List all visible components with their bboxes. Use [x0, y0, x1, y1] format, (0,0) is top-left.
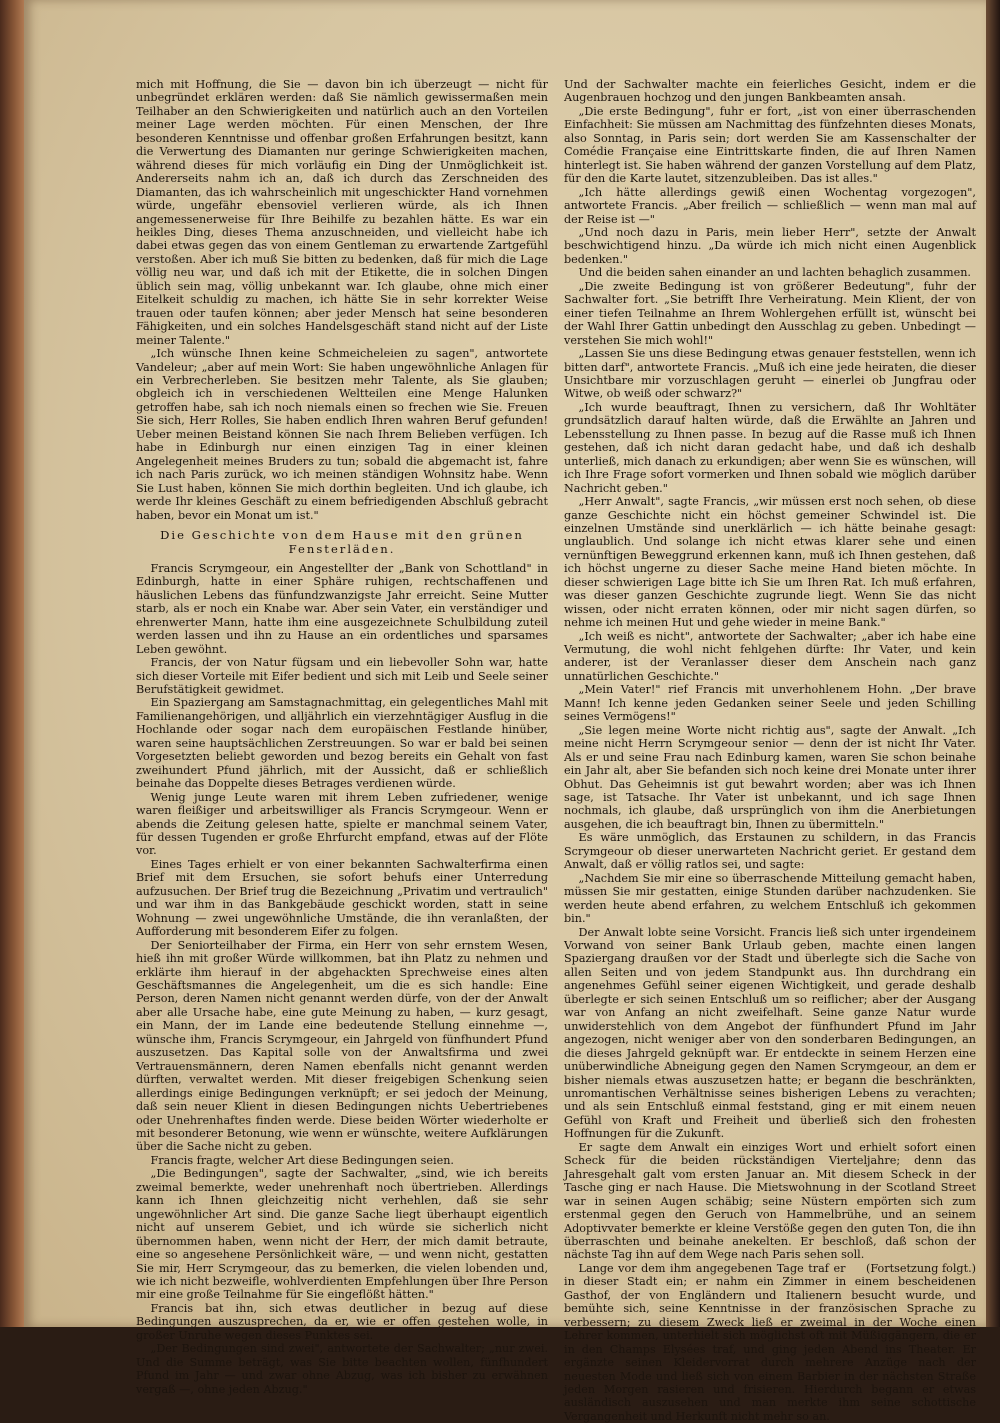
paragraph: Und die beiden sahen einander an und lachten behaglich zusammen.	[578, 266, 971, 280]
story-heading: Die Geschichte von dem Hause mit den grünen Fensterläden.	[160, 527, 524, 556]
paragraph: Der Seniorteilhaber der Firma, ein Herr von sehr ernstem Wesen, hieß ihn mit großer Würde willkommen, bat ihn Platz zu nehmen und erklärte ihm hierauf in der abgehackten Sprechweise eines alten Geschäftsmannes die Angelegenheit, um die es sich handle: Eine Person, deren Namen nicht genannt werden dürfe, von der der Anwalt aber alle Ursache habe, eine gute Meinung zu haben, — kurz gesagt, ein Mann, der im Lande eine bedeutende Stellung einnehme —, wünsche ihm, Francis Scrymgeour, ein Jahrgeld von fünfhundert Pfund auszusetzen. Das Kapital solle von der Anwaltsfirma und zwei Vertrauensmännern, deren Namen ebenfalls nicht genannt werden dürften, verwaltet werden. Mit dieser freigebigen Schenkung seien allerdings einige Bedingungen verknüpft; er sei jedoch der Meinung, daß sein neuer Klient in diesen Bedingungen nichts Uebertriebenes oder Unehrenhaftes finden werde. Diese beiden Wörter wiederholte er mit besonderer Betonung, wie wenn er wünschte, weitere Aufklärungen über die Sache nicht zu geben.	[136, 938, 548, 1154]
left-column	[136, 78, 548, 1396]
paragraph: „Die zweite Bedingung ist von größerer Bedeutung", fuhr der Sachwalter fort. „Sie betrifft Ihre Verheiratung. Mein Klient, der von einer tiefen Teilnahme an Ihrem Wohlergehen erfüllt ist, wünscht bei der Wahl Ihrer Gattin unbedingt den Ausschlag zu geben. Unbedingt — verstehen Sie mich wohl!"	[564, 279, 976, 347]
article-columns	[136, 78, 976, 1423]
paragraph: „Die erste Bedingung", fuhr er fort, „ist von einer überraschenden Einfachheit: Sie müssen am Nachmittag des fünfzehnten dieses Monats, also Sonntag, in Paris sein; dort werden Sie am Kassenschalter der Comédie Française eine Eintrittskarte finden, die auf Ihren Namen hinterlegt ist. Sie haben während der ganzen Vorstellung auf dem Platz, für den die Karte lautet, sitzenzubleiben. Das ist alles."	[564, 104, 976, 186]
right-column	[564, 78, 976, 1423]
paragraph: mich mit Hoffnung, die Sie — davon bin ich überzeugt — nicht für unbegründet erklären werden: daß Sie nämlich gewissermaßen mein Teilhaber an den Schwierigkeiten und natürlich auch an den Vorteilen meiner Lage werden möchten. Für einen Menschen, der Ihre besonderen Kenntnisse und offenbar großen Erfahrungen besitzt, kann die Verwertung des Diamanten nur geringe Schwierigkeiten machen, während dieses für mich vorläufig ein Ding der Unmöglichkeit ist. Andererseits nahm ich an, daß ich durch das Zerschneiden des Diamanten, das ich wahrscheinlich mit ungeschickter Hand vornehmen würde, ungefähr ebensoviel verlieren würde, als ich Ihnen angemessenerweise für Ihre Beihilfe zu bezahlen hätte. Es war ein heikles Ding, dieses Thema anzuschneiden, und vielleicht habe ich dabei etwas gegen das von einem Gentleman zu erwartende Zartgefühl verstoßen. Aber ich muß Sie bitten zu bedenken, daß für mich die Lage völlig neu war, und daß ich mit der Etikette, die in solchen Dingen üblich sein mag, völlig unbekannt war. Ich glaube, ohne mich einer Eitelkeit schuldig zu machen, ich hätte Sie in sehr korrekter Weise trauen oder taufen können; aber jeder Mensch hat seine besonderen Fähigkeiten, und ein solches Handelsgeschäft stand nicht auf der Liste meiner Talente."	[136, 78, 548, 347]
paragraph: „Ich hätte allerdings gewiß einen Wochentag vorgezogen", antwortete Francis. „Aber freilich — schließlich — wenn man mal auf der Reise ist —"	[564, 185, 976, 226]
paragraph: Wenig junge Leute waren mit ihrem Leben zufriedener, wenige waren fleißiger und arbeitswilliger als Francis Scrymgeour. Wenn er abends die Zeitung gelesen hatte, spielte er manchmal seinem Vater, für dessen Tugenden er große Ehrfurcht empfand, etwas auf der Flöte vor.	[136, 790, 548, 858]
paragraph: Der Anwalt lobte seine Vorsicht. Francis ließ sich unter irgendeinem Vorwand von seiner Bank Urlaub geben, machte einen langen Spaziergang draußen vor der Stadt und überlegte sich die Sache von allen Seiten und von jedem Standpunkt aus. Ihn durchdrang ein angenehmes Gefühl seiner eigenen Wichtigkeit, und gerade deshalb überlegte er sich seinen Entschluß um so reiflicher; aber der Ausgang war von Anfang an nicht zweifelhaft. Seine ganze Natur wurde unwiderstehlich von dem Angebot der fünfhundert Pfund im Jahr angezogen, nicht weniger aber von den sonderbaren Bedingungen, an die dieses Jahrgeld geknüpft war. Er entdeckte in seinem Herzen eine unüberwindliche Abneigung gegen den Namen Scrymgeour, an dem er bisher niemals etwas auszusetzen hatte; er begann die beschränkten, unromantischen Verhältnisse seines bisherigen Lebens zu verachten; und als sein Entschluß einmal feststand, ging er mit einem neuen Gefühl von Kraft und Freiheit und überließ sich den frohesten Hoffnungen für die Zukunft.	[564, 925, 976, 1141]
paragraph: Es wäre unmöglich, das Erstaunen zu schildern, in das Francis Scrymgeour ob dieser unerwarteten Nachricht geriet. Er gestand dem Anwalt, daß er völlig ratlos sei, und sagte:	[564, 831, 976, 872]
paragraph: „Der Bedingungen sind zwei", antwortete der Sachwalter; „nur zwei. Und die Summe beträgt, was Sie bitte beachten wollen, fünfhundert Pfund im Jahr — und zwar ohne Abzug, was ich bisher zu erwähnen vergaß —, ohne jeden Abzug."	[136, 1342, 548, 1396]
paragraph: Francis, der von Natur fügsam und ein liebevoller Sohn war, hatte sich dieser Vorteile mit Eifer bedient und sich mit Leib und Seele seiner Berufstätigkeit gewidmet.	[136, 656, 548, 697]
book-binding	[0, 0, 24, 1327]
paragraph: „Ich wurde beauftragt, Ihnen zu versichern, daß Ihr Wohltäter grundsätzlich darauf halten würde, daß die Erwählte an Jahren und Lebensstellung zu Ihnen passe. In bezug auf die Rasse muß ich Ihnen gestehen, daß ich nicht daran gedacht habe, und daß ich deshalb unterließ, mich danach zu erkundigen; aber wenn Sie es wünschen, will ich Ihre Frage sofort vormerken und Ihnen sobald wie möglich darüber Nachricht geben."	[564, 400, 976, 495]
paragraph-text: Lange vor dem ihm angegebenen Tage traf er in dieser Stadt ein; er nahm ein Zimmer in einem bescheidenen Gasthof, der von Engländern und Italienern besucht wurde, und bemühte sich, seine Kenntnisse in der französischen Sprache zu verbessern; zu diesem Zweck ließ er zweimal in der Woche einen Lehrer kommen, unterhielt sich möglichst oft mit Müßiggängern, die er in den Champs Elysées traf, und ging jeden Abend ins Theater. Er ergänzte seinen Kleidervorrat durch mehrere Anzüge nach der neuesten Mode und ließ sich von einem Barbier in der nächsten Straße jeden Morgen rasieren und frisieren. Hierdurch begann er etwas ausländisch auszusehen und man merkte ihm seine schottische Vergangenheit und Herkunft nicht mehr so an.	[564, 1261, 976, 1423]
paragraph: „Herr Anwalt", sagte Francis, „wir müssen erst noch sehen, ob diese ganze Geschichte nicht ein höchst gemeiner Schwindel ist. Die einzelnen Umstände sind unerklärlich — ich hätte beinahe gesagt: unglaublich. Und solange ich nicht etwas klarer sehe und einen vernünftigen Beweggrund erkennen kann, muß ich Ihnen gestehen, daß ich höchst ungerne zu dieser Sache meine Hand bieten möchte. In dieser schwierigen Lage bitte ich Sie um Ihren Rat. Ich muß erfahren, was dieser ganzen Geschichte zugrunde liegt. Wenn Sie das nicht wissen, oder nicht erraten können, oder mir nicht sagen dürfen, so nehme ich meinen Hut und gehe wieder in meine Bank."	[564, 495, 976, 630]
continued-note: (Fortsetzung folgt.)	[865, 1261, 976, 1275]
paragraph: „Nachdem Sie mir eine so überraschende Mitteilung gemacht haben, müssen Sie mir gestatten, einige Stunden darüber nachzudenken. Sie werden heute abend erfahren, zu welchem Entschluß ich gekommen bin."	[564, 871, 976, 926]
paragraph: „Ich wünsche Ihnen keine Schmeicheleien zu sagen", antwortete Vandeleur; „aber auf mein Wort: Sie haben ungewöhnliche Anlagen für ein Verbrecherleben. Sie besitzen mehr Talente, als Sie glauben; obgleich ich in verschiedenen Weltteilen eine Menge Halunken getroffen habe, sah ich noch niemals einen so frechen wie Sie. Freuen Sie sich, Herr Rolles, Sie haben endlich Ihren wahren Beruf gefunden! Ueber meinen Beistand können Sie nach Ihrem Belieben verfügen. Ich habe in Edinburgh nur einen einzigen Tag in einer kleinen Angelegenheit meines Bruders zu tun; sobald die abgemacht ist, fahre ich nach Paris zurück, wo ich meinen ständigen Wohnsitz habe. Wenn Sie Lust haben, können Sie mich dorthin begleiten. Und ich glaube, ich werde Ihr kleines Geschäft zu einem befriedigenden Abschluß gebracht haben, bevor ein Monat um ist."	[136, 347, 548, 522]
paragraph: „Mein Vater!" rief Francis mit unverhohlenem Hohn. „Der brave Mann! Ich kenne jeden Gedanken seiner Seele und jeden Schilling seines Vermögens!"	[564, 683, 976, 724]
paragraph: „Die Bedingungen", sagte der Sachwalter, „sind, wie ich bereits zweimal bemerkte, weder unehrenhaft noch übertrieben. Allerdings kann ich Ihnen gleichzeitig nicht verhehlen, daß sie sehr ungewöhnlicher Art sind. Die ganze Sache liegt überhaupt eigentlich nicht auf unserem Gebiet, und ich würde sie sicherlich nicht übernommen haben, wenn nicht der Herr, der mich damit betraute, eine so angesehene Persönlichkeit wäre, — und wenn nicht, gestatten Sie mir, Herr Scrymgeour, das zu bemerken, die vielen lobenden und, wie ich nicht bezweifle, wohlverdienten Empfehlungen über Ihre Person mir eine große Teilnahme für Sie eingeflößt hätten."	[136, 1167, 548, 1302]
paragraph: Francis bat ihn, sich etwas deutlicher in bezug auf diese Bedingungen auszusprechen, da er, wie er offen gestehen wolle, in großer Unruhe wegen dieses Punktes sei.	[136, 1301, 548, 1342]
paragraph: Er sagte dem Anwalt ein einziges Wort und erhielt sofort einen Scheck für die beiden rückständigen Vierteljahre; denn das Jahresgehalt galt vom ersten Januar an. Mit diesem Scheck in der Tasche ging er nach Hause. Die Mietswohnung in der Scotland Street war in seinen Augen schäbig; seine Nüstern empörten sich zum erstenmal gegen den Geruch von Hammelbrühe, und an seinem Adoptivvater bemerkte er kleine Verstöße gegen den guten Ton, die ihn überraschten und beinahe anekelten. Er beschloß, daß schon der nächste Tag ihn auf dem Wege nach Paris sehen soll.	[564, 1140, 976, 1262]
paragraph: „Sie legen meine Worte nicht richtig aus", sagte der Anwalt. „Ich meine nicht Herrn Scrymgeour senior — denn der ist nicht Ihr Vater. Als er und seine Frau nach Edinburg kamen, waren Sie schon beinahe ein Jahr alt, aber Sie befanden sich noch keine drei Monate unter ihrer Obhut. Das Geheimnis ist gut bewahrt worden; aber was ich Ihnen sage, ist Tatsache. Ihr Vater ist unbekannt, und ich sage Ihnen nochmals, ich glaube, daß ursprünglich von ihm die Anerbietungen ausgehen, die ich beauftragt bin, Ihnen zu übermitteln."	[564, 723, 976, 831]
paragraph: Eines Tages erhielt er von einer bekannten Sachwalterfirma einen Brief mit dem Ersuchen, sie sofort behufs einer Unterredung aufzusuchen. Der Brief trug die Bezeichnung „Privatim und vertraulich" und war ihm in das Bankgebäude geschickt worden, statt in seine Wohnung — zwei ungewöhnliche Umstände, die ihn veranlaßten, der Aufforderung mit besonderem Eifer zu folgen.	[136, 857, 548, 939]
paragraph: Ein Spaziergang am Samstagnachmittag, ein gelegentliches Mahl mit Familienangehörigen, und alljährlich ein vierzehntägiger Ausflug in die Hochlande oder sogar nach dem europäischen Festlande hinüber, waren seine hauptsächlichen Zerstreuungen. So war er bald bei seinen Vorgesetzten beliebt geworden und bezog bereits ein Gehalt von fast zweihundert Pfund jährlich, mit der Aussicht, daß er schließlich beinahe das Doppelte dieses Betrages verdienen würde.	[136, 696, 548, 791]
last-paragraph	[564, 1262, 976, 1423]
paragraph: „Und noch dazu in Paris, mein lieber Herr", setzte der Anwalt beschwichtigend hinzu. „Da würde ich mich nicht einen Augenblick bedenken."	[564, 225, 976, 266]
page-edge	[986, 0, 1000, 1327]
paragraph: „Ich weiß es nicht", antwortete der Sachwalter; „aber ich habe eine Vermutung, die wohl nicht fehlgehen dürfte: Ihr Vater, und kein anderer, ist der Veranlasser dieser dem Anschein nach ganz unnatürlichen Geschichte."	[564, 629, 976, 683]
paragraph: „Lassen Sie uns diese Bedingung etwas genauer feststellen, wenn ich bitten darf", antwortete Francis. „Muß ich eine jede heiraten, die dieser Unsichtbare mir vorzuschlagen geruht — einerlei ob Jungfrau oder Witwe, ob weiß oder schwarz?"	[564, 347, 976, 401]
magazine-page	[24, 0, 986, 1423]
paragraph: Francis fragte, welcher Art diese Bedingungen seien.	[150, 1153, 454, 1167]
paragraph: Und der Sachwalter machte ein feierliches Gesicht, indem er die Augenbrauen hochzog und den jungen Bankbeamten ansah.	[564, 78, 976, 105]
paragraph: Francis Scrymgeour, ein Angestellter der „Bank von Schottland" in Edinburgh, hatte in einer Sphäre ruhigen, rechtschaffenen und häuslichen Lebens das fünfundzwanzigste Jahr erreicht. Seine Mutter starb, als er noch ein Knabe war. Aber sein Vater, ein verständiger und ehrenwerter Mann, hatte ihm eine ausgezeichnete Schulbildung zuteil werden lassen und ihn zu Hause an ein ordentliches und sparsames Leben gewöhnt.	[136, 561, 548, 656]
